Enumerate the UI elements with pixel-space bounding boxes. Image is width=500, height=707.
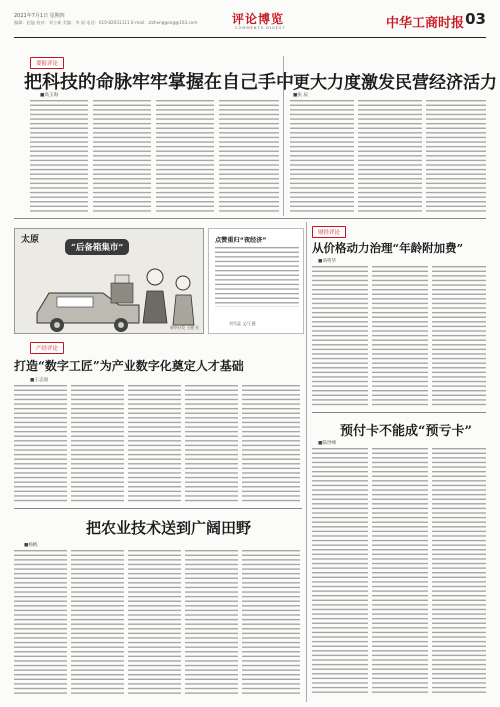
goods-icon	[111, 275, 133, 303]
section-tag-a4: 产经评论	[30, 342, 64, 354]
article-title-a4[interactable]: 打造“数字工匠”为产业数字化奠定人才基础	[14, 359, 244, 373]
commentary-box-author: 刘雪蕊 文/王健	[229, 321, 256, 326]
cartoon-banner: “后备箱集市”	[65, 239, 129, 255]
column-divider	[283, 56, 284, 216]
column-divider	[306, 222, 307, 702]
article-title-a3[interactable]: 从价格动力治理“年龄附加费”	[312, 241, 464, 255]
cartoon-illustration	[15, 229, 204, 334]
section-tag-a1: 要报评论	[30, 57, 64, 69]
column-name: 评论博览	[232, 12, 285, 26]
cartoon-credit: 新华社发 王健 作	[170, 325, 199, 330]
article-body-a2-col2	[358, 100, 422, 212]
article-body-a4-col5	[242, 385, 300, 503]
article-byline-a1: ■高玉海	[40, 93, 59, 98]
article-title-a5[interactable]: 预付卡不能成“预亏卡”	[340, 424, 472, 439]
article-body-a6-col3	[128, 550, 181, 696]
section-divider-1	[14, 218, 486, 219]
cartoon-title: 太原	[21, 235, 40, 245]
article-body-a4-col1	[14, 385, 67, 503]
article-body-a1-col3	[156, 100, 214, 212]
article-body-a6-col1	[14, 550, 67, 696]
article-body-a1-col2	[93, 100, 151, 212]
section-divider-3	[14, 508, 302, 509]
masthead	[14, 8, 486, 38]
article-body-a5-col3	[432, 448, 486, 696]
article-body-a5-col1	[312, 448, 368, 696]
article-byline-a4: ■王志国	[30, 378, 49, 383]
editor-info: 编辑：赵迪 校对：刘立新 美编：李 丽 电话：010-82031111 E-mail：zlzhenggong@163.com	[14, 20, 198, 25]
article-body-a5-col2	[372, 448, 428, 696]
article-body-a4-col3	[128, 385, 181, 503]
commentary-box-body	[215, 247, 299, 307]
article-title-a1[interactable]: 把科技的命脉牢牢掌握在自己手中	[24, 72, 294, 93]
article-byline-a3: ■刘英华	[318, 259, 337, 264]
article-body-a3-col3	[432, 266, 486, 408]
editorial-cartoon	[14, 228, 204, 334]
article-byline-a6: ■杨帆	[24, 543, 38, 548]
article-body-a6-col5	[242, 550, 300, 696]
article-body-a3-col1	[312, 266, 368, 408]
customer-icon	[173, 276, 194, 325]
vendor-icon	[143, 269, 167, 323]
article-title-a2[interactable]: 更大力度激发民营经济活力	[293, 73, 497, 93]
section-tag-a3: 财经评论	[312, 226, 346, 238]
article-body-a6-col2	[71, 550, 124, 696]
article-body-a4-col2	[71, 385, 124, 503]
article-body-a4-col4	[185, 385, 238, 503]
article-body-a2-col3	[426, 100, 486, 212]
column-name-en: COMMENTS DIGEST	[235, 26, 286, 30]
commentary-box-title[interactable]: 点赞重归“夜经济”	[215, 237, 267, 244]
page-number: 03	[465, 10, 486, 28]
issue-date: 2021年7月1日 星期四	[14, 13, 65, 19]
article-body-a2-col1	[290, 100, 354, 212]
article-title-a6[interactable]: 把农业技术送到广阔田野	[86, 519, 252, 537]
article-byline-a5: ■陈世峰	[318, 441, 337, 446]
commentary-box	[208, 228, 304, 334]
article-body-a3-col2	[372, 266, 428, 408]
article-body-a1-col1	[30, 100, 88, 212]
article-body-a1-col4	[219, 100, 279, 212]
section-divider-2	[312, 412, 486, 413]
newspaper-name: 中华工商时报	[385, 16, 464, 31]
article-body-a6-col4	[185, 550, 238, 696]
article-byline-a2: ■张 辰	[293, 93, 308, 98]
